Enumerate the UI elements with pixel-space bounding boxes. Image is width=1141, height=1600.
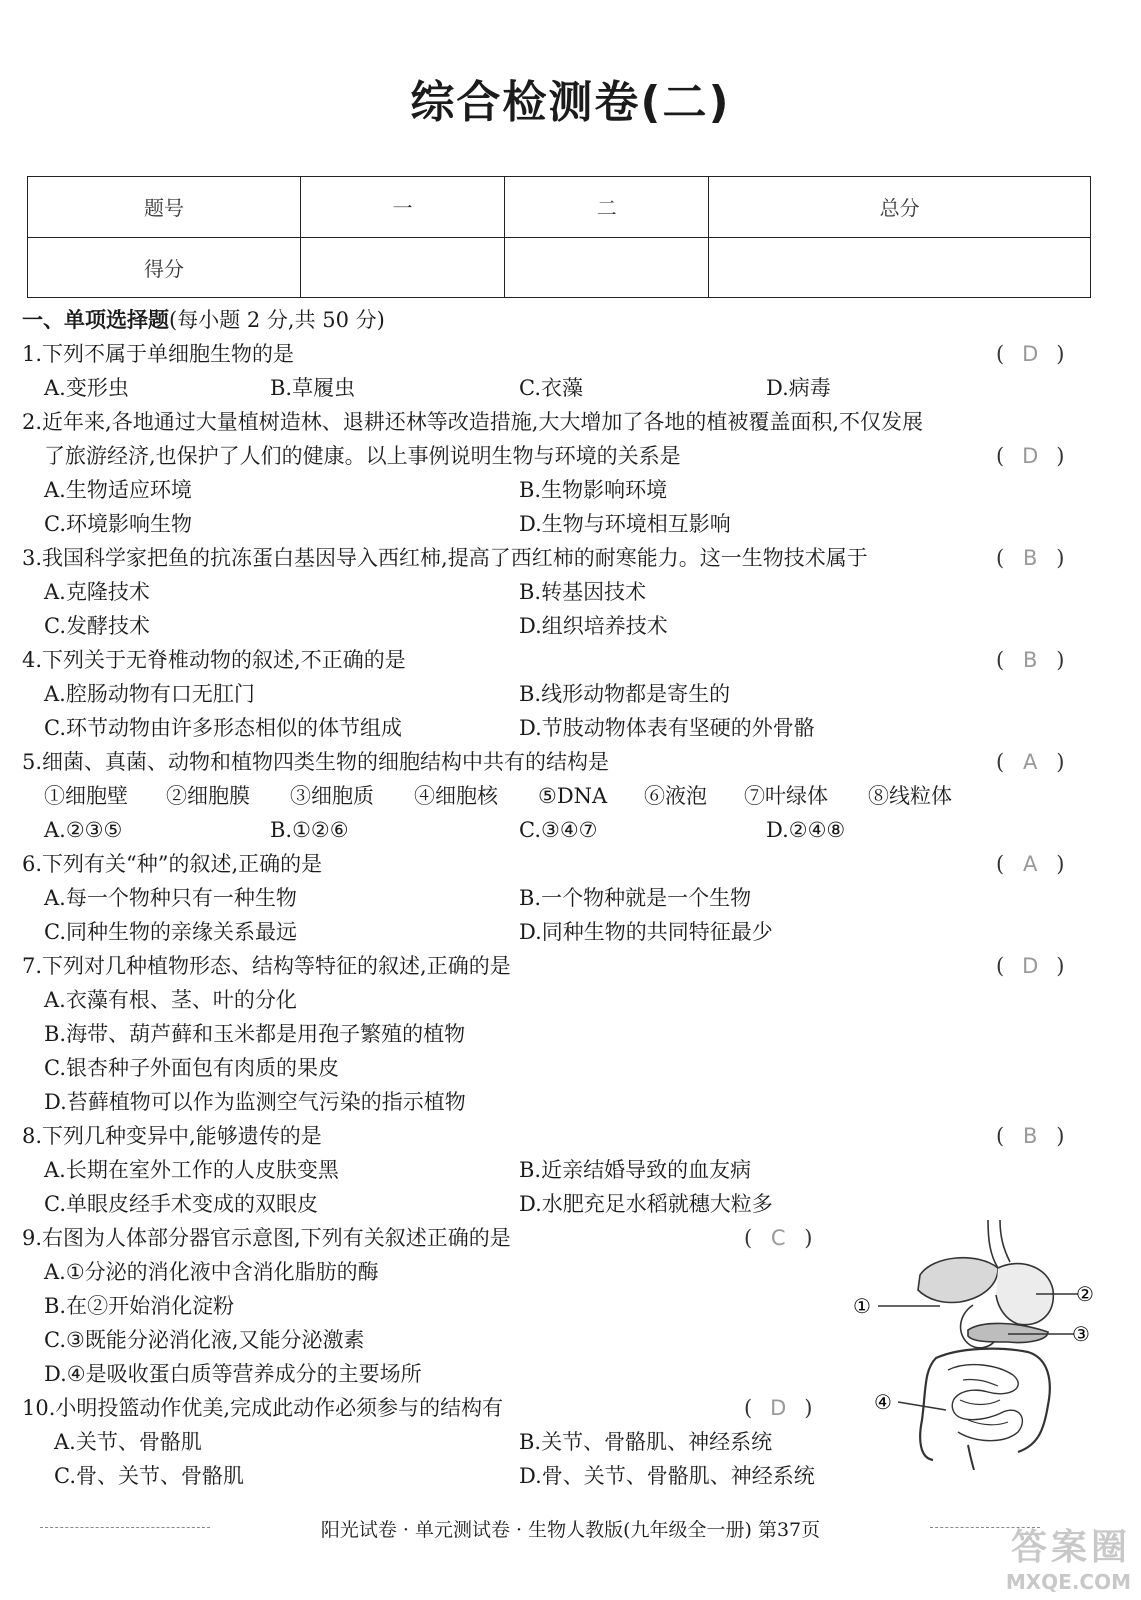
answer-box: ( B ) xyxy=(996,1124,1065,1148)
liver-shape xyxy=(918,1258,998,1303)
question-stem: 9.右图为人体部分器官示意图,下列有关叙述正确的是 xyxy=(22,1226,511,1250)
option: D.骨、关节、骨骼肌、神经系统 xyxy=(519,1464,815,1488)
option: C.衣藻 xyxy=(519,376,583,400)
figure-label: ② xyxy=(1076,1282,1094,1306)
watermark xyxy=(1006,1519,1131,1594)
score-input-cell[interactable] xyxy=(505,237,709,298)
option: A.生物适应环境 xyxy=(44,478,192,502)
answer-box: ( B ) xyxy=(996,546,1065,570)
score-row-label: 得分 xyxy=(28,237,301,298)
question-stem: 3.我国科学家把鱼的抗冻蛋白基因导入西红柿,提高了西红柿的耐寒能力。这一生物技术属于 xyxy=(22,546,868,570)
question-stem: 7.下列对几种植物形态、结构等特征的叙述,正确的是 xyxy=(22,954,511,978)
option: B.一个物种就是一个生物 xyxy=(519,886,752,910)
option: D.同种生物的共同特征最少 xyxy=(519,920,773,944)
option: B.近亲结婚导致的血友病 xyxy=(519,1158,752,1182)
option: A.关节、骨骼肌 xyxy=(54,1430,202,1454)
structure-item: ⑤DNA xyxy=(538,784,608,808)
section-title: 一、单项选择题 xyxy=(22,308,169,332)
option: B.关节、骨骼肌、神经系统 xyxy=(519,1430,773,1454)
option: C.单眼皮经手术变成的双眼皮 xyxy=(44,1192,318,1216)
section-note: (每小题 2 分,共 50 分) xyxy=(169,308,385,332)
question-stem-continued: 了旅游经济,也保护了人们的健康。以上事例说明生物与环境的关系是 xyxy=(44,444,681,468)
option: B.生物影响环境 xyxy=(519,478,668,502)
answer-value: B xyxy=(1022,546,1038,570)
option: B.线形动物都是寄生的 xyxy=(519,682,731,706)
question-stem: 2.近年来,各地通过大量植树造林、退耕还林等改造措施,大大增加了各地的植被覆盖面积,不仅发展 xyxy=(22,410,924,434)
answer-value: B xyxy=(1022,1124,1038,1148)
structure-item: ①细胞壁 xyxy=(44,784,128,808)
option: B.转基因技术 xyxy=(519,580,647,604)
page-footer: 阳光试卷 · 单元测试卷 · 生物人教版(九年级全一册) 第37页 xyxy=(320,1519,821,1541)
option: B.①②⑥ xyxy=(270,818,349,842)
answer-box: ( A ) xyxy=(996,750,1065,774)
structure-item: ⑥液泡 xyxy=(644,784,707,808)
score-header-cell: 总分 xyxy=(709,177,1091,238)
structure-item: ③细胞质 xyxy=(290,784,374,808)
digestive-system-figure xyxy=(848,1220,1098,1470)
option: B.海带、葫芦藓和玉米都是用孢子繁殖的植物 xyxy=(44,1022,466,1046)
option: A.②③⑤ xyxy=(44,818,123,842)
score-input-cell[interactable] xyxy=(709,237,1091,298)
question-stem: 8.下列几种变异中,能够遗传的是 xyxy=(22,1124,322,1148)
structure-item: ④细胞核 xyxy=(414,784,498,808)
answer-box: ( D ) xyxy=(996,342,1065,366)
answer-value: C xyxy=(770,1226,786,1250)
structure-item: ⑧线粒体 xyxy=(868,784,952,808)
esophagus-shape xyxy=(1000,1220,1010,1262)
option: C.发酵技术 xyxy=(44,614,150,638)
watermark-logo-text: 答案圈 xyxy=(1010,1527,1131,1568)
answer-box: ( B ) xyxy=(996,648,1065,672)
score-header-cell: 一 xyxy=(301,177,505,238)
answer-value: B xyxy=(1022,648,1038,672)
score-header-cell: 题号 xyxy=(28,177,301,238)
score-header-cell: 二 xyxy=(505,177,709,238)
option: A.衣藻有根、茎、叶的分化 xyxy=(44,988,297,1012)
option: D.④是吸收蛋白质等营养成分的主要场所 xyxy=(44,1362,422,1386)
rectum-shape xyxy=(968,1445,974,1470)
answer-box: ( D ) xyxy=(996,444,1065,468)
option: A.长期在室外工作的人皮肤变黑 xyxy=(44,1158,339,1182)
answer-value: D xyxy=(1022,342,1039,366)
score-table xyxy=(27,176,1091,298)
option: A.克隆技术 xyxy=(44,580,150,604)
option: B.草履虫 xyxy=(270,376,356,400)
section-heading xyxy=(22,306,385,334)
answer-box: ( A ) xyxy=(996,852,1065,876)
score-input-cell[interactable] xyxy=(301,237,505,298)
esophagus-shape xyxy=(988,1220,998,1268)
question-stem: 6.下列有关“种”的叙述,正确的是 xyxy=(22,852,323,876)
answer-box: ( C ) xyxy=(744,1226,813,1250)
option: C.银杏种子外面包有肉质的果皮 xyxy=(44,1056,339,1080)
answer-value: A xyxy=(1023,852,1038,876)
structure-item: ⑦叶绿体 xyxy=(744,784,828,808)
answer-value: D xyxy=(1022,444,1039,468)
option: D.水肥充足水稻就穗大粒多 xyxy=(519,1192,773,1216)
answer-value: D xyxy=(1022,954,1039,978)
option: D.生物与环境相互影响 xyxy=(519,512,731,536)
pancreas-shape xyxy=(968,1323,1048,1342)
option: C.③④⑦ xyxy=(519,818,598,842)
structure-item: ②细胞膜 xyxy=(166,784,250,808)
option: C.环境影响生物 xyxy=(44,512,192,536)
page-title: 综合检测卷(二) xyxy=(410,77,731,128)
score-table-score-row xyxy=(28,237,1091,298)
option: D.节肢动物体表有坚硬的外骨骼 xyxy=(519,716,815,740)
score-table-header-row xyxy=(28,177,1091,238)
leader-line xyxy=(898,1402,946,1410)
answer-value: D xyxy=(770,1396,787,1420)
question-stem: 10.小明投篮动作优美,完成此动作必须参与的结构有 xyxy=(22,1396,504,1420)
small-intestine-shape xyxy=(948,1365,1022,1441)
option: B.在②开始消化淀粉 xyxy=(44,1294,235,1318)
question-stem: 1.下列不属于单细胞生物的是 xyxy=(22,342,295,366)
question-stem: 5.细菌、真菌、动物和植物四类生物的细胞结构中共有的结构是 xyxy=(22,750,610,774)
option: A.①分泌的消化液中含消化脂肪的酶 xyxy=(44,1260,379,1284)
option: A.变形虫 xyxy=(44,376,129,400)
option: C.骨、关节、骨骼肌 xyxy=(54,1464,244,1488)
answer-value: A xyxy=(1023,750,1038,774)
option: C.③既能分泌消化液,又能分泌激素 xyxy=(44,1328,365,1352)
option: D.病毒 xyxy=(766,376,831,400)
option: A.每一个物种只有一种生物 xyxy=(44,886,297,910)
figure-label: ① xyxy=(853,1294,871,1318)
figure-label: ④ xyxy=(874,1390,892,1414)
option: C.同种生物的亲缘关系最远 xyxy=(44,920,297,944)
option: D.②④⑧ xyxy=(766,818,846,842)
option: C.环节动物由许多形态相似的体节组成 xyxy=(44,716,402,740)
answer-box: ( D ) xyxy=(996,954,1065,978)
option: D.组织培养技术 xyxy=(519,614,668,638)
figure-label: ③ xyxy=(1072,1322,1090,1346)
option: A.腔肠动物有口无肛门 xyxy=(44,682,255,706)
question-stem: 4.下列关于无脊椎动物的叙述,不正确的是 xyxy=(22,648,406,672)
watermark-url: MXQE.COM xyxy=(1005,1570,1131,1594)
option: D.苔藓植物可以作为监测空气污染的指示植物 xyxy=(44,1090,466,1114)
answer-box: ( D ) xyxy=(744,1396,813,1420)
